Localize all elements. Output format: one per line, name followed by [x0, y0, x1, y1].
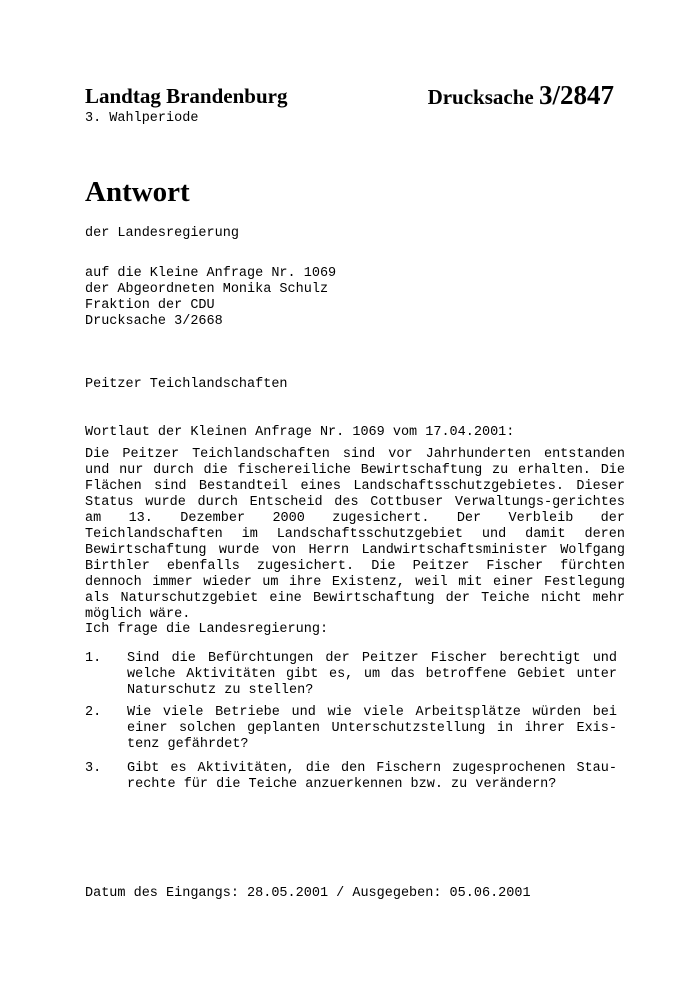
reference-line-2: der Abgeordneten Monika Schulz [85, 282, 329, 297]
body-paragraph: Die Peitzer Teichlandschaften sind vor Jahrhunderten entstanden und nur durch die fischereiliche Bewirtschaftung zu erhalten. Die Flächen sind Bestandteil eines Landschaftsschutzgebietes. Dieser Status wurde durch Entscheid des Cottbuser Verwaltungs-gerichtes am 13. Dezember 2000 zugesichert. Der Verbleib der Teichlandschaften im Landschaftsschutzgebiet und damit deren Bewirtschaftung wurde von Herrn Landwirtschaftsminister Wolfgang Birthler ebenfalls zugesichert. Die Peitzer Fischer fürchten dennoch immer wieder um ihre Existenz, weil mit einer Festlegung als Naturschutzgebiet eine Bewirtschaftung der Teiche nicht mehr möglich wäre. [85, 447, 625, 622]
page-subtitle: der Landesregierung [85, 226, 239, 241]
question-text-3: Gibt es Aktivitäten, die den Fischern zugesprochenen Stau-rechte für die Teiche anzuerkennen bzw. zu verändern? [127, 761, 617, 792]
reference-line-3: Fraktion der CDU [85, 298, 215, 313]
reference-line-4: Drucksache 3/2668 [85, 314, 223, 329]
reference-line-1: auf die Kleine Anfrage Nr. 1069 [85, 266, 337, 281]
question-number-1: 1. [85, 651, 102, 666]
document-label: Drucksache [427, 85, 534, 109]
question-number-2: 2. [85, 705, 102, 720]
document-number-value: 3/2847 [538, 80, 614, 110]
election-period: 3. Wahlperiode [85, 111, 199, 126]
document-number [428, 80, 614, 111]
question-text-1: Sind die Befürchtungen der Peitzer Fischer berechtigt und welche Aktivitäten gibt es, um das betroffene Gebiet unter Naturschutz zu stellen? [127, 651, 617, 698]
question-number-3: 3. [85, 761, 102, 776]
topic-heading: Peitzer Teichlandschaften [85, 377, 288, 392]
footer-dates: Datum des Eingangs: 28.05.2001 / Ausgegeben: 05.06.2001 [85, 886, 531, 901]
wording-intro: Wortlaut der Kleinen Anfrage Nr. 1069 vom 17.04.2001: [85, 425, 515, 440]
page-title: Antwort [85, 176, 190, 208]
parliament-name: Landtag Brandenburg [85, 84, 288, 108]
question-text-2: Wie viele Betriebe und wie viele Arbeitsplätze würden bei einer solchen geplanten Unterschutzstellung in ihrer Exis-tenz gefährdet? [127, 705, 617, 752]
question-intro: Ich frage die Landesregierung: [85, 622, 329, 637]
